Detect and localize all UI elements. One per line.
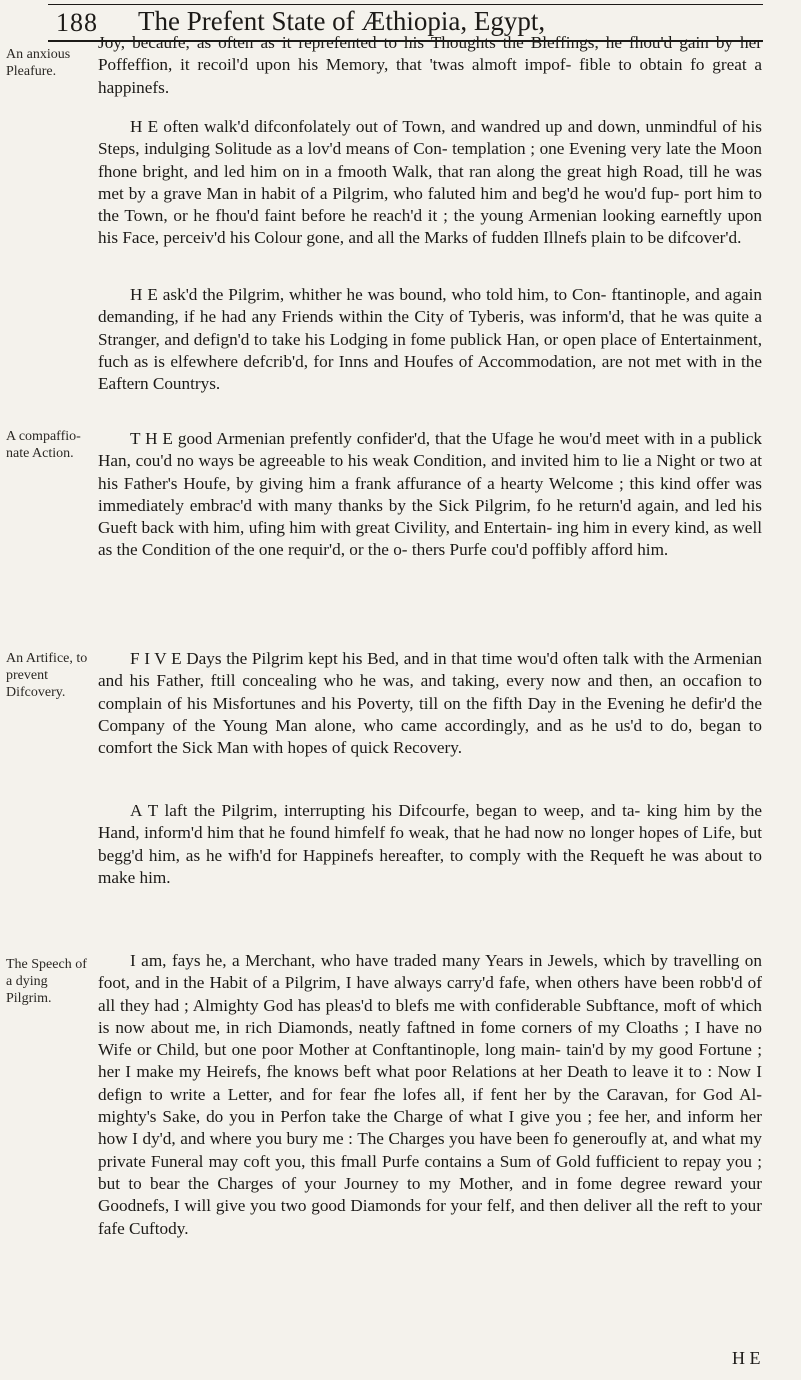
running-title: The Prefent State of Æthiopia, Egypt,	[138, 6, 546, 36]
page-number: 188	[56, 8, 98, 37]
paragraph: F I V E Days the Pilgrim kept his Bed, and in that time wou'd often talk with the Armenian and his Father, ftill concealing who he was, and taking, every now and then, an occafion to complain of his Misfortunes and his Poverty, till on the fifth Day in the Evening he defir'd the Company of the Young Man alone, who came accordingly, and as he us'd to do, began to comfort the Sick Man with hopes of quick Recovery.	[98, 649, 762, 758]
paragraph: H E often walk'd difconfolately out of Town, and wandred up and down, unmindful of his Steps, indulging Solitude as a lov'd means of Con- templation ; one Evening very late the Moon fhone bright, and led him on in a fmooth Walk, that ran along the great high Road, till he was met by a grave Man in habit of a Pilgrim, who faluted him and beg'd he wou'd fup- port him to the Town, or he fhou'd faint before he reach'd it ; the young Armenian looking earneftly upon his Face, perceiv'd his Colour gone, and all the Marks of fudden Illnefs plain to be difcover'd.	[98, 117, 762, 248]
paragraph: T H E good Armenian prefently confider'd, that the Ufage he wou'd meet with in a publick Han, cou'd no ways be agreeable to his weak Condition, and invited him to lie a Night or two at his Father's Houfe, by giving him a frank affurance of a hearty Welcome ; this kind offer was immediately embrac'd with many thanks by the Sick Pilgrim, fo he return'd again, and led his Gueft back with him, ufing him with great Civility, and Entertain- ing him in every kind, as well as the Condition of the one requir'd, or the o- thers Purfe cou'd poffibly afford him.	[98, 429, 762, 560]
margin-note: An Artifice, to prevent Difcovery.	[6, 651, 88, 700]
header-rule	[48, 4, 763, 5]
paragraph: I am, fays he, a Merchant, who have traded many Years in Jewels, which by travelling on foot, and in the Habit of a Pilgrim, I have always carry'd fafe, when others have been robb'd of all they had ; Almighty God has pleas'd to blefs me with confiderable Subftance, moft of which is now about me, in rich Diamonds, neatly faftned in fome corners of my Cloaths ; I have no Wife or Child, but one poor Mother at Conftantinople, long main- tain'd by my good Fortune ; her I make my Heirefs, fhe knows beft what poor Relations at her Death to leave it to : Now I defign to write a Letter, and for fear fhe lofes all, if fent her by the Caravan, for God Al- mighty's Sake, do you in Perfon take the Charge of what I give you ; fee her, and inform her how I dy'd, and where you bury me : The Charges you have been fo generoufly at, and what my private Funeral may coft you, this fmall Purfe contains a Sum of Gold fufficient to repay you ; but to bear the Charges of your Journey to my Mother, and in fome degree reward your Goodnefs, I will give you two good Diamonds for your felf, and then deliver all the reft to your fafe Cuftody.	[98, 951, 762, 1238]
paragraph: Joy, becaufe, as often as it reprefented to his Thoughts the Bleffings, he fhou'd gain by her Poffeffion, it recoil'd upon his Memory, that 'twas almoft impof- fible to obtain fo great a happinefs.	[98, 33, 762, 97]
margin-note: A compaffio- nate Action.	[6, 429, 81, 461]
paragraph: H E ask'd the Pilgrim, whither he was bound, who told him, to Con- ftantinople, and again demanding, if he had any Friends within the City of Tyberis, was inform'd, that he was quite a Stranger, and defign'd to take his Lodging in fome publick Han, or open place of Entertainment, fuch as is elfewhere defcrib'd, for Inns and Houfes of Accommodation, are not met with in the Eaftern Countrys.	[98, 285, 762, 394]
catchword: H E	[732, 1348, 761, 1368]
paragraph: A T laft the Pilgrim, interrupting his Difcourfe, began to weep, and ta- king him by the Hand, inform'd him that he found himfelf fo weak, that he had now no longer hopes of Life, but begg'd him, as he wifh'd for Happinefs hereafter, to comply with the Requeft he was about to make him.	[98, 801, 762, 887]
margin-note: An anxious Pleafure.	[6, 47, 71, 79]
margin-note: The Speech of a dying Pilgrim.	[6, 957, 87, 1006]
